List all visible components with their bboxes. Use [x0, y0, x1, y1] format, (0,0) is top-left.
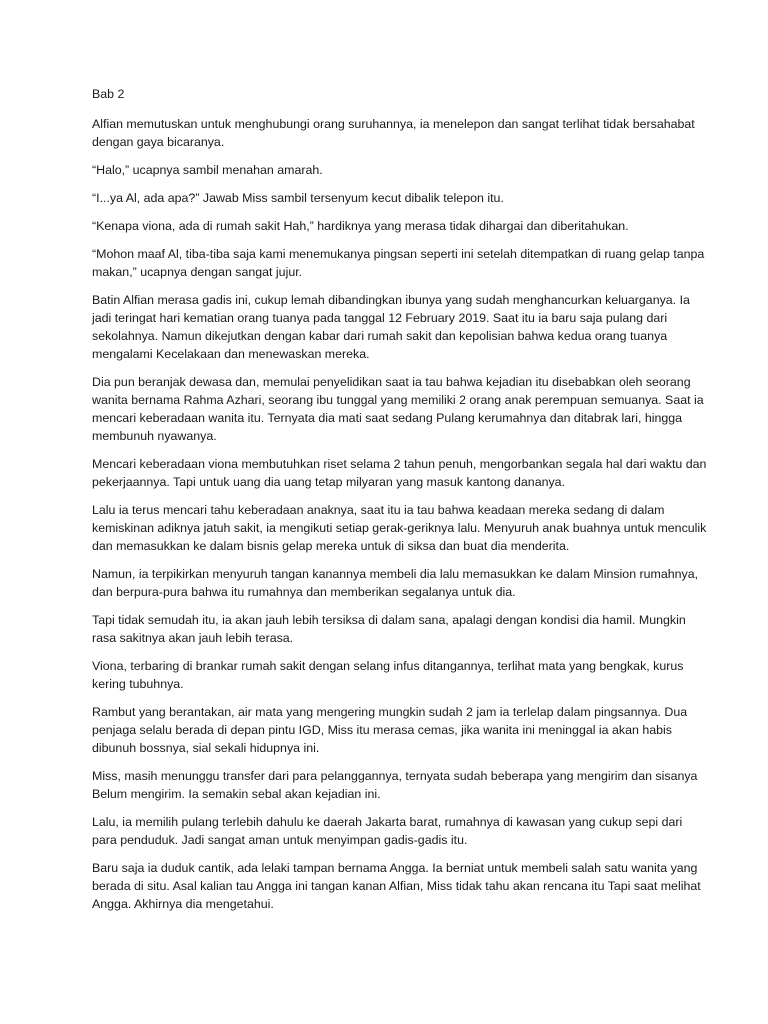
paragraph-11: Tapi tidak semudah itu, ia akan jauh lebih tersiksa di dalam sana, apalagi dengan kondisi dia hamil. Mungkin rasa sakitnya akan jauh lebih terasa. [92, 613, 686, 645]
paragraph-8: Mencari keberadaan viona membutuhkan riset selama 2 tahun penuh, mengorbankan segala hal dari waktu dan pekerjaannya. Tapi untuk uang dia uang tetap milyaran yang masuk kantong dananya. [92, 457, 707, 489]
paragraph-12: Viona, terbaring di brankar rumah sakit dengan selang infus ditangannya, terlihat mata yang bengkak, kurus kering tubuhnya. [92, 659, 684, 691]
paragraph-6: Batin Alfian merasa gadis ini, cukup lemah dibandingkan ibunya yang sudah menghancurkan keluarganya. Ia jadi teringat hari kematian orang tuanya pada tanggal 12 February 2019. Saat itu ia baru saja pulang dari sekolahnya. Namun dikejutkan dengan kabar dari rumah sakit dan kepolisian bahwa kedua orang tuanya mengalami Kecelakaan dan menewaskan mereka. [92, 293, 690, 361]
paragraph-9: Lalu ia terus mencari tahu keberadaan anaknya, saat itu ia tau bahwa keadaan mereka sedang di dalam kemiskinan adiknya jatuh sakit, ia mengikuti setiap gerak-geriknya lalu. Menyuruh anak buahnya untuk menculik dan memasukkan ke dalam bisnis gelap mereka untuk di siksa dan buat dia menderita. [92, 503, 707, 553]
paragraph-2: “Halo,” ucapnya sambil menahan amarah. [92, 163, 323, 177]
chapter-title: Bab 2 [92, 87, 125, 101]
paragraph-13: Rambut yang berantakan, air mata yang mengering mungkin sudah 2 jam ia terlelap dalam pingsannya. Dua penjaga selalu berada di depan pintu IGD, Miss itu merasa cemas, jika wanita ini meninggal ia akan habis dibunuh bossnya, sial sekali hidupnya ini. [92, 705, 688, 755]
paragraph-10: Namun, ia terpikirkan menyuruh tangan kanannya membeli dia lalu memasukkan ke dalam Minsion rumahnya, dan berpura-pura bahwa itu rumahnya dan memberikan segalanya untuk dia. [92, 567, 699, 599]
paragraph-1: Alfian memutuskan untuk menghubungi orang suruhannya, ia menelepon dan sangat terlihat tidak bersahabat dengan gaya bicaranya. [92, 117, 695, 149]
paragraph-15: Lalu, ia memilih pulang terlebih dahulu ke daerah Jakarta barat, rumahnya di kawasan yang cukup sepi dari para penduduk. Jadi sangat aman untuk menyimpan gadis-gadis itu. [92, 815, 683, 847]
paragraph-7: Dia pun beranjak dewasa dan, memulai penyelidikan saat ia tau bahwa kejadian itu disebabkan oleh seorang wanita bernama Rahma Azhari, seorang ibu tunggal yang memiliki 2 orang anak perempuan semuanya. Saat ia mencari keberadaan wanita itu. Ternyata dia mati saat sedang Pulang kerumahnya dan ditabrak lari, hingga membunuh nyawanya. [92, 375, 704, 443]
paragraph-3: “I...ya Al, ada apa?” Jawab Miss sambil tersenyum kecut dibalik telepon itu. [92, 191, 504, 205]
paragraph-14: Miss, masih menunggu transfer dari para pelanggannya, ternyata sudah beberapa yang mengirim dan sisanya Belum mengirim. Ia semakin sebal akan kejadian ini. [92, 769, 698, 801]
paragraph-5: “Mohon maaf Al, tiba-tiba saja kami menemukanya pingsan seperti ini setelah ditempatkan di ruang gelap tanpa makan,” ucapnya dengan sangat jujur. [92, 247, 705, 279]
paragraph-4: “Kenapa viona, ada di rumah sakit Hah,” hardiknya yang merasa tidak dihargai dan diberitahukan. [92, 219, 629, 233]
paragraph-16: Baru saja ia duduk cantik, ada lelaki tampan bernama Angga. Ia berniat untuk membeli salah satu wanita yang berada di situ. Asal kalian tau Angga ini tangan kanan Alfian, Miss tidak tahu akan rencana itu Tapi saat melihat Angga. Akhirnya dia mengetahui. [92, 861, 701, 911]
